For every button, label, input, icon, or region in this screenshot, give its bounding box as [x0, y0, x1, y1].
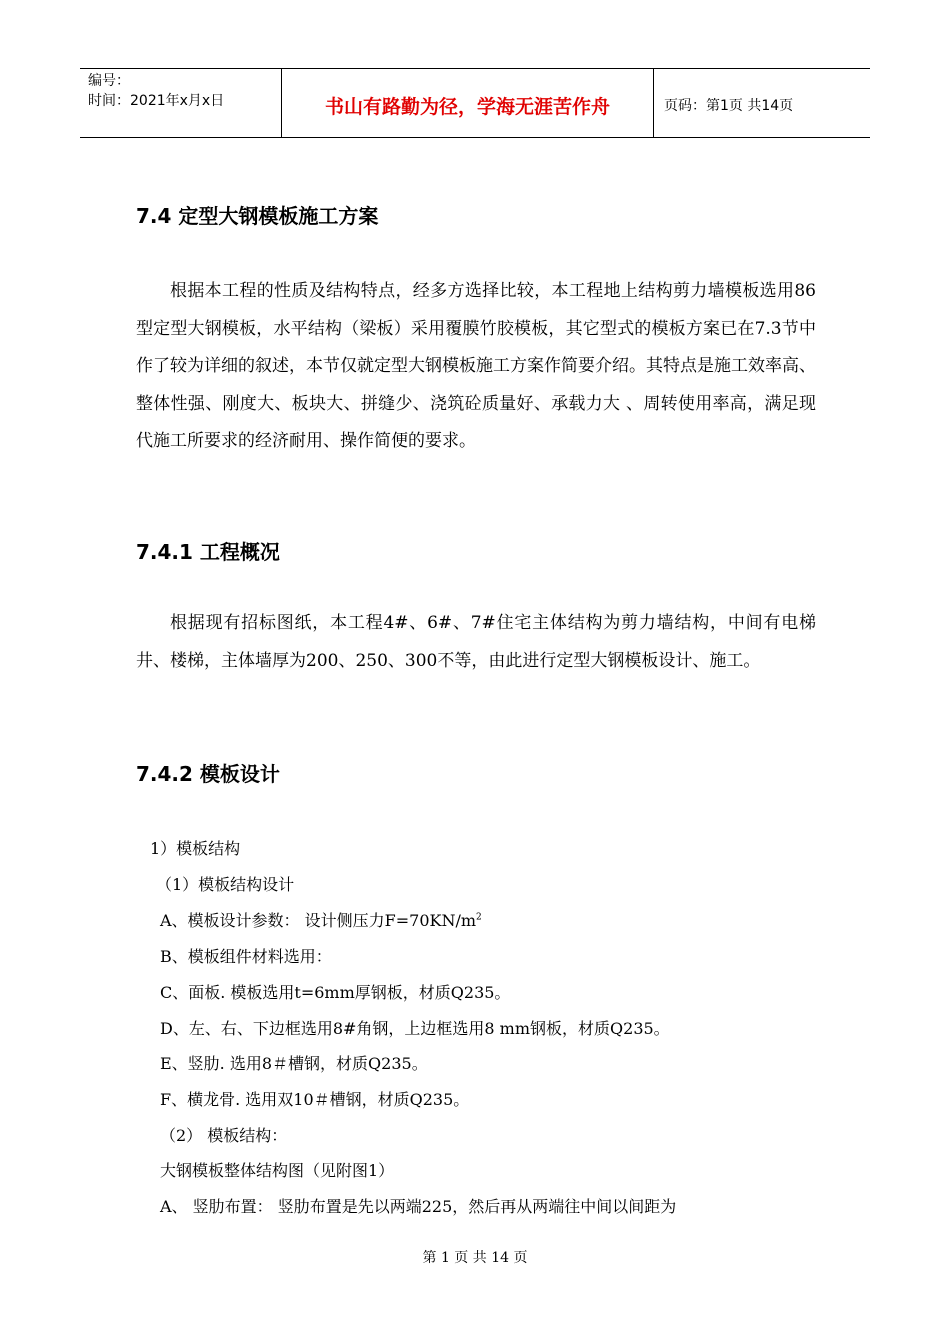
design-line-8: F、横龙骨. 选用双10＃槽钢，材质Q235。: [160, 1090, 470, 1109]
design-line-1: 1）模板结构: [150, 839, 241, 858]
unit-superscript: 2: [476, 912, 482, 923]
page-footer: 第 1 页 共 14 页: [422, 1250, 528, 1266]
section-title: 7.4 定型大钢模板施工方案: [136, 204, 379, 228]
design-line-11: A、 竖肋布置： 竖肋布置是先以两端225，然后再从两端往中间以间距为: [160, 1197, 677, 1216]
number-label: 编号：: [88, 73, 130, 89]
design-line-7: E、竖肋. 选用8＃槽钢，材质Q235。: [160, 1054, 428, 1073]
design-param-text: A、模板设计参数： 设计侧压力F=70KN/m: [160, 911, 477, 930]
design-line-9: （2） 模板结构：: [160, 1126, 288, 1145]
overview-title: 7.4.1 工程概况: [136, 540, 280, 564]
design-line-3: [160, 908, 482, 931]
header-motto: 书山有路勤为径，学海无涯苦作舟: [282, 69, 654, 137]
header-meta: [80, 69, 282, 137]
design-title: 7.4.2 模板设计: [136, 762, 280, 786]
header-page-info: 页码：第1页 共14页: [664, 98, 794, 114]
document-header: [80, 68, 870, 138]
design-line-2: （1）模板结构设计: [156, 875, 295, 894]
design-line-10: 大钢模板整体结构图（见附图1）: [160, 1161, 395, 1180]
time-label: 时间：2021年x月x日: [88, 93, 225, 109]
overview-paragraph: 根据现有招标图纸，本工程4#、6#、7#住宅主体结构为剪力墙结构，中间有电梯井、楼梯，主体墙厚为200、250、300不等，由此进行定型大钢模板设计、施工。: [136, 613, 816, 671]
design-line-5: C、面板. 模板选用t=6mm厚钢板，材质Q235。: [160, 983, 511, 1002]
intro-paragraph: 根据本工程的性质及结构特点，经多方选择比较，本工程地上结构剪力墙模板选用86型定型大钢模板，水平结构（梁板）采用覆膜竹胶模板，其它型式的模板方案已在7.3节中作了较为详细的叙述，本节仅就定型大钢模板施工方案作简要介绍。其特点是施工效率高、整体性强、刚度大、板块大、拼缝少、浇筑砼质量好、承载力大 、周转使用率高，满足现代施工所要求的经济耐用、操作简便的要求。: [136, 281, 816, 451]
design-line-6: D、左、右、下边框选用8#角钢，上边框选用8 mm钢板，材质Q235。: [160, 1019, 670, 1038]
design-line-4: B、模板组件材料选用：: [160, 947, 332, 966]
